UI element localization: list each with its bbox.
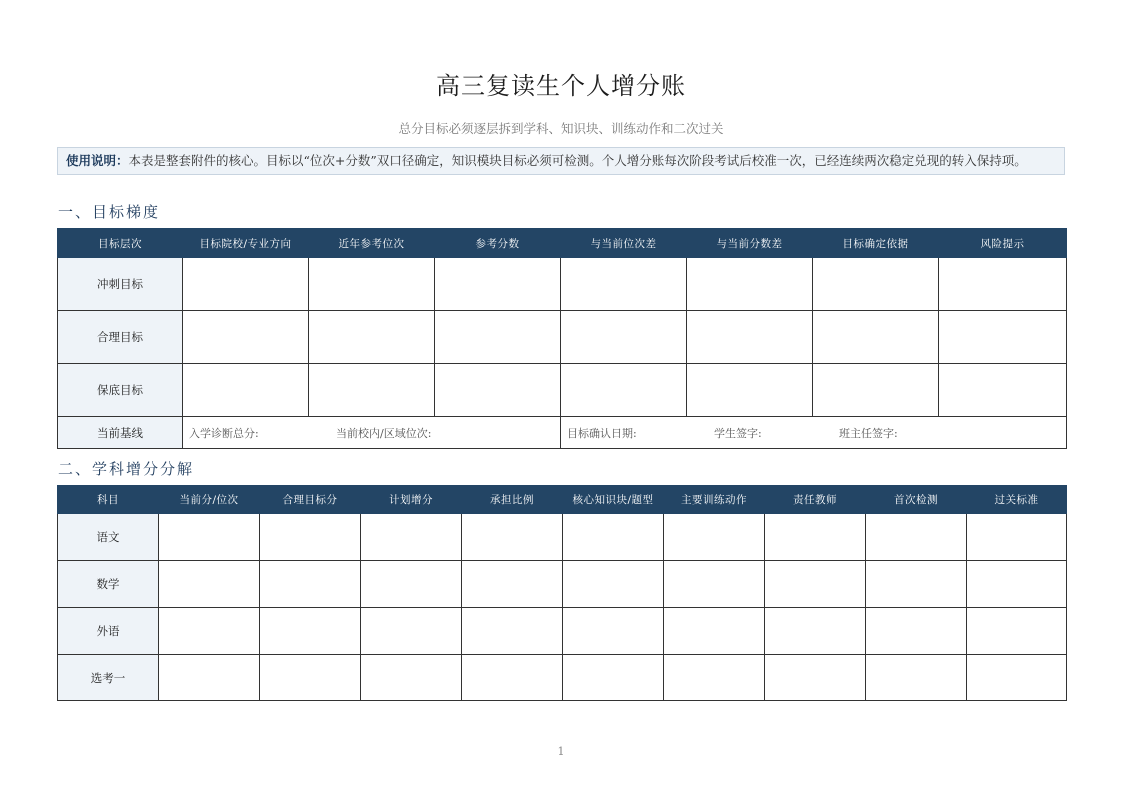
row-header-sprint: 冲刺目标 [58, 258, 183, 311]
input-cell[interactable] [260, 514, 361, 561]
input-cell[interactable] [563, 608, 664, 655]
row-header-chinese: 语文 [58, 514, 159, 561]
column-header: 目标院校/专业方向 [183, 229, 309, 258]
input-cell[interactable] [664, 655, 765, 701]
input-cell[interactable] [939, 311, 1067, 364]
column-header: 责任教师 [765, 486, 866, 514]
row-header-reasonable: 合理目标 [58, 311, 183, 364]
row-header-baseline: 当前基线 [58, 417, 183, 449]
input-cell[interactable] [866, 655, 967, 701]
page-number: 1 [557, 745, 565, 758]
input-cell[interactable] [765, 514, 866, 561]
input-cell[interactable] [361, 608, 462, 655]
input-cell[interactable] [765, 561, 866, 608]
column-header: 参考分数 [435, 229, 561, 258]
input-cell[interactable] [309, 258, 435, 311]
usage-note [57, 147, 1065, 175]
row-header-math: 数学 [58, 561, 159, 608]
column-header: 科目 [58, 486, 159, 514]
table-row [58, 258, 1067, 311]
row-header-elective-one: 选考一 [58, 655, 159, 701]
input-cell[interactable] [967, 608, 1067, 655]
subject-table-header [58, 486, 1067, 514]
column-header: 与当前位次差 [561, 229, 687, 258]
target-table-header [58, 229, 1067, 258]
input-cell[interactable] [462, 655, 563, 701]
entry-total-label: 入学诊断总分: [189, 426, 259, 440]
input-cell[interactable] [563, 655, 664, 701]
input-cell[interactable] [967, 514, 1067, 561]
usage-note-text: 本表是整套附件的核心。目标以“位次+分数”双口径确定，知识模块目标必须可检测。个人增分账每次阶段考试后校准一次，已经连续两次稳定兑现的转入保持项。 [128, 153, 1027, 168]
usage-note-lead: 使用说明： [66, 153, 129, 168]
column-header: 与当前分数差 [687, 229, 813, 258]
input-cell[interactable] [183, 258, 309, 311]
input-cell[interactable] [563, 514, 664, 561]
input-cell[interactable] [664, 561, 765, 608]
input-cell[interactable] [435, 258, 561, 311]
input-cell[interactable] [563, 561, 664, 608]
input-cell[interactable] [967, 561, 1067, 608]
input-cell[interactable] [664, 514, 765, 561]
input-cell[interactable] [159, 561, 260, 608]
baseline-sign-cell[interactable] [561, 417, 1067, 449]
input-cell[interactable] [664, 608, 765, 655]
column-header: 承担比例 [462, 486, 563, 514]
column-header: 合理目标分 [260, 486, 361, 514]
target-gradient-table [57, 228, 1067, 449]
input-cell[interactable] [260, 608, 361, 655]
input-cell[interactable] [561, 258, 687, 311]
input-cell[interactable] [866, 561, 967, 608]
baseline-row [58, 417, 1067, 449]
row-header-foreign-language: 外语 [58, 608, 159, 655]
section-heading-subjects: 二、学科增分分解 [58, 460, 195, 478]
column-header: 风险提示 [939, 229, 1067, 258]
column-header: 核心知识块/题型 [563, 486, 664, 514]
input-cell[interactable] [561, 311, 687, 364]
input-cell[interactable] [687, 364, 813, 417]
input-cell[interactable] [361, 514, 462, 561]
row-header-safety: 保底目标 [58, 364, 183, 417]
subject-breakdown-table [57, 485, 1067, 701]
input-cell[interactable] [813, 258, 939, 311]
column-header: 目标层次 [58, 229, 183, 258]
column-header: 当前分/位次 [159, 486, 260, 514]
input-cell[interactable] [687, 311, 813, 364]
input-cell[interactable] [183, 364, 309, 417]
current-rank-label: 当前校内/区域位次: [336, 426, 432, 440]
teacher-sign-label: 班主任签字: [839, 426, 898, 440]
input-cell[interactable] [462, 514, 563, 561]
column-header: 计划增分 [361, 486, 462, 514]
table-row [58, 655, 1067, 701]
column-header: 主要训练动作 [664, 486, 765, 514]
table-row [58, 514, 1067, 561]
input-cell[interactable] [260, 561, 361, 608]
table-row [58, 311, 1067, 364]
input-cell[interactable] [435, 311, 561, 364]
section-heading-target: 一、目标梯度 [58, 203, 161, 221]
input-cell[interactable] [462, 561, 563, 608]
confirm-date-label: 目标确认日期: [567, 426, 637, 440]
column-header: 目标确定依据 [813, 229, 939, 258]
column-header: 过关标准 [967, 486, 1067, 514]
input-cell[interactable] [939, 258, 1067, 311]
input-cell[interactable] [435, 364, 561, 417]
input-cell[interactable] [866, 514, 967, 561]
input-cell[interactable] [361, 561, 462, 608]
baseline-score-cell[interactable] [183, 417, 561, 449]
column-header: 首次检测 [866, 486, 967, 514]
input-cell[interactable] [939, 364, 1067, 417]
input-cell[interactable] [765, 608, 866, 655]
input-cell[interactable] [260, 655, 361, 701]
input-cell[interactable] [866, 608, 967, 655]
input-cell[interactable] [183, 311, 309, 364]
table-row [58, 608, 1067, 655]
input-cell[interactable] [361, 655, 462, 701]
input-cell[interactable] [967, 655, 1067, 701]
input-cell[interactable] [309, 311, 435, 364]
table-row [58, 364, 1067, 417]
input-cell[interactable] [813, 311, 939, 364]
student-sign-label: 学生签字: [714, 426, 762, 440]
input-cell[interactable] [159, 608, 260, 655]
page-subtitle: 总分目标必须逐层拆到学科、知识块、训练动作和二次过关 [398, 121, 724, 136]
table-row [58, 561, 1067, 608]
column-header: 近年参考位次 [309, 229, 435, 258]
input-cell[interactable] [813, 364, 939, 417]
input-cell[interactable] [462, 608, 563, 655]
input-cell[interactable] [687, 258, 813, 311]
input-cell[interactable] [765, 655, 866, 701]
input-cell[interactable] [159, 655, 260, 701]
input-cell[interactable] [561, 364, 687, 417]
input-cell[interactable] [159, 514, 260, 561]
page-title: 高三复读生个人增分账 [436, 72, 686, 100]
input-cell[interactable] [309, 364, 435, 417]
